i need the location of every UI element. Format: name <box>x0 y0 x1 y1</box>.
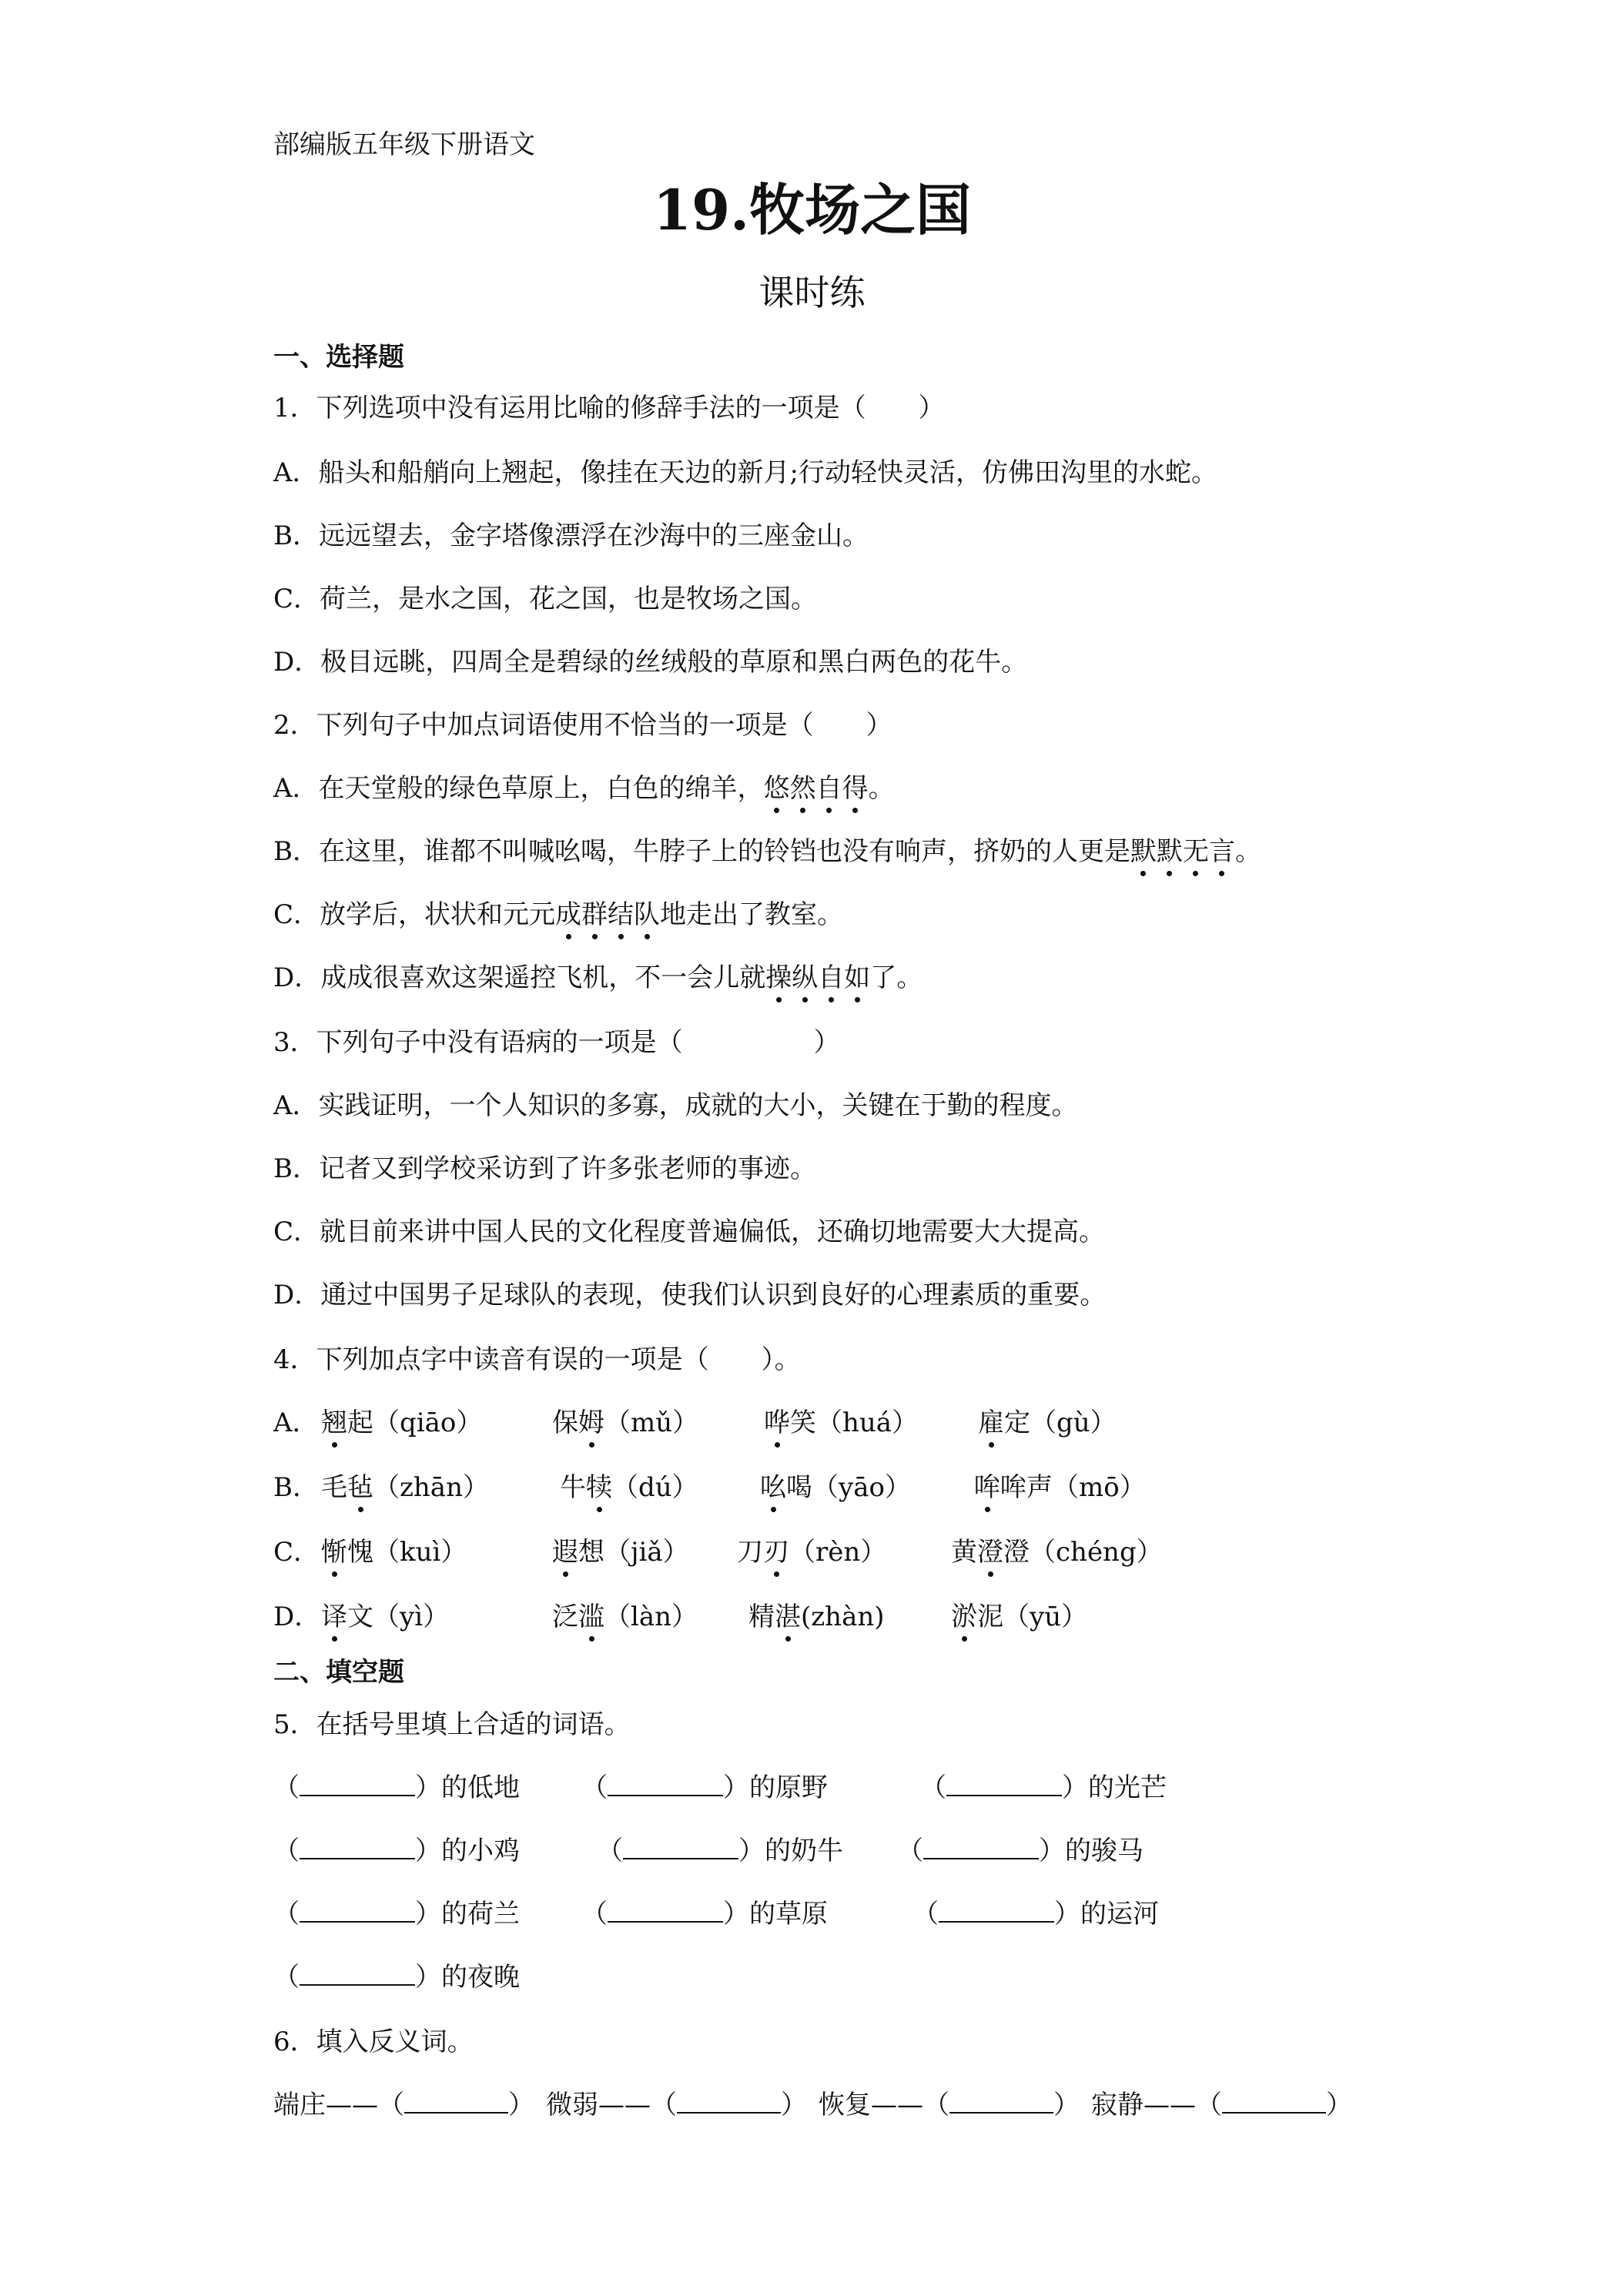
pinyin-item: 毛毡（zhān） <box>321 1469 489 1506</box>
dotted-char: 惭 <box>321 1534 347 1571</box>
answer-blank[interactable] <box>939 1899 1054 1923</box>
pinyin-item: 惭愧（kuì） <box>321 1534 467 1571</box>
question-4-stem: 4．下列加点字中读音有误的一项是（ ）。 <box>273 1344 801 1375</box>
fill-blank-item[interactable]: （ ）的奶牛 <box>597 1836 843 1866</box>
answer-blank[interactable] <box>300 1899 415 1923</box>
answer-blank[interactable] <box>608 1899 723 1923</box>
pinyin-item: 刀刃（rèn） <box>737 1534 886 1571</box>
dotted-char: 队 <box>634 896 660 933</box>
dotted-char: 翘 <box>321 1404 347 1441</box>
answer-blank[interactable] <box>300 1836 415 1859</box>
dotted-char: 自 <box>816 770 842 807</box>
section-heading-fill: 二、填空题 <box>273 1657 404 1688</box>
fill-blank-item[interactable]: （ ）的夜晚 <box>273 1962 520 1993</box>
section-heading-choice: 一、选择题 <box>273 342 404 373</box>
dotted-char: 得 <box>842 770 869 807</box>
answer-blank[interactable] <box>623 1836 738 1859</box>
dotted-char: 群 <box>581 896 608 933</box>
dotted-char: 如 <box>844 959 870 996</box>
question-3-option-d: D．通过中国男子足球队的表现，使我们认识到良好的心理素质的重要。 <box>273 1280 1107 1310</box>
dotted-char: 雇 <box>978 1404 1004 1441</box>
fill-blank-item[interactable]: （ ）的原野 <box>581 1772 828 1803</box>
option-label: C． <box>273 1537 320 1568</box>
dotted-char: 犊 <box>586 1469 612 1506</box>
option-text: 。 <box>868 773 895 804</box>
question-1-option-c: C．荷兰，是水之国，花之国，也是牧场之国。 <box>273 584 818 614</box>
question-1-option-a: A．船头和船艄向上翘起，像挂在天边的新月;行动轻快灵活，仿佛田沟里的水蛇。 <box>273 457 1218 488</box>
dotted-char: 默 <box>1130 833 1157 870</box>
dotted-char: 滥 <box>578 1598 604 1635</box>
answer-blank[interactable] <box>1222 2090 1326 2114</box>
option-text: 。 <box>1234 836 1261 867</box>
question-3-option-c: C．就目前来讲中国人民的文化程度普遍偏低，还确切地需要大大提高。 <box>273 1217 1106 1247</box>
fill-blank-item[interactable]: （ ）的骏马 <box>897 1836 1143 1866</box>
question-3-stem: 3．下列句子中没有语病的一项是（ ） <box>273 1027 840 1058</box>
dotted-char: 澄 <box>977 1534 1003 1571</box>
fill-blank-item[interactable]: （ ）的荷兰 <box>273 1899 520 1930</box>
pinyin-item: 牛犊（dú） <box>560 1469 698 1506</box>
fill-blank-item[interactable]: （ ）的运河 <box>912 1899 1159 1930</box>
fill-blank-item[interactable]: （ ）的小鸡 <box>273 1836 520 1866</box>
question-3-option-a: A．实践证明，一个人知识的多寡，成就的大小，关键在于勤的程度。 <box>273 1090 1078 1121</box>
answer-blank[interactable] <box>404 2090 508 2114</box>
pinyin-item: 译文（yì） <box>321 1598 449 1635</box>
option-text: 地走出了教室。 <box>660 899 844 930</box>
dotted-char: 纵 <box>792 959 818 996</box>
dotted-char: 操 <box>765 959 792 996</box>
option-text: 了。 <box>870 962 923 993</box>
question-6-stem: 6．填入反义词。 <box>273 2027 474 2057</box>
fill-blank-item[interactable]: （ ）的光芒 <box>920 1772 1167 1803</box>
pinyin-item: 淤泥（yū） <box>951 1598 1087 1635</box>
question-1-stem: 1．下列选项中没有运用比喻的修辞手法的一项是（ ） <box>273 393 945 423</box>
question-2-option-d <box>273 959 922 996</box>
question-2-stem: 2．下列句子中加点词语使用不恰当的一项是（ ） <box>273 710 892 741</box>
dotted-char: 然 <box>790 770 816 807</box>
dotted-char: 无 <box>1183 833 1209 870</box>
pinyin-item: 雇定（gù） <box>978 1404 1117 1441</box>
answer-blank[interactable] <box>300 1963 415 1986</box>
dotted-char: 自 <box>818 959 844 996</box>
antonym-item[interactable]: 寂静——（ ） <box>1091 2090 1352 2120</box>
question-2-option-b <box>273 833 1261 870</box>
question-5-stem: 5．在括号里填上合适的词语。 <box>273 1709 631 1740</box>
antonym-item[interactable]: 端庄——（ ） <box>273 2090 534 2120</box>
option-text: A．在天堂般的绿色草原上，白色的绵羊， <box>273 773 764 804</box>
dotted-char: 成 <box>555 896 581 933</box>
dotted-char: 译 <box>321 1598 347 1635</box>
question-1-option-b: B．远远望去，金字塔像漂浮在沙海中的三座金山。 <box>273 520 869 551</box>
dotted-char: 哗 <box>764 1404 790 1441</box>
question-2-option-c <box>273 896 843 933</box>
dotted-char: 悠 <box>764 770 790 807</box>
page-subtitle: 课时练 <box>758 272 866 313</box>
question-1-option-d: D．极目远眺，四周全是碧绿的丝绒般的草原和黑白两色的花牛。 <box>273 647 1028 678</box>
dotted-char: 毡 <box>347 1469 373 1506</box>
dotted-char: 刃 <box>763 1534 789 1571</box>
grade-label: 部编版五年级下册语文 <box>273 129 535 160</box>
dotted-char: 姆 <box>578 1404 604 1441</box>
page-title: 19.牧场之国 <box>652 177 972 243</box>
pinyin-item: 遐想（jiǎ） <box>552 1534 689 1571</box>
option-text: D．成成很喜欢这架遥控飞机，不一会儿就 <box>273 962 766 993</box>
pinyin-item: 翘起（qiāo） <box>321 1404 482 1441</box>
answer-blank[interactable] <box>949 2090 1053 2114</box>
dotted-char: 淤 <box>951 1598 977 1635</box>
fill-blank-item[interactable]: （ ）的低地 <box>273 1772 520 1803</box>
pinyin-item: 哗笑（huá） <box>764 1404 918 1441</box>
fill-blank-item[interactable]: （ ）的草原 <box>581 1899 828 1930</box>
dotted-char: 结 <box>608 896 634 933</box>
answer-blank[interactable] <box>608 1773 723 1796</box>
antonym-item[interactable]: 微弱——（ ） <box>546 2090 807 2120</box>
option-label: B． <box>273 1472 319 1503</box>
dotted-char: 遐 <box>552 1534 578 1571</box>
dotted-char: 吆 <box>760 1469 786 1506</box>
answer-blank[interactable] <box>677 2090 781 2114</box>
answer-blank[interactable] <box>946 1773 1062 1796</box>
pinyin-item: 吆喝（yāo） <box>760 1469 911 1506</box>
pinyin-item: 哞哞声（mō） <box>974 1469 1146 1506</box>
option-label: A． <box>273 1407 319 1438</box>
dotted-char: 哞 <box>974 1469 1000 1506</box>
dotted-char: 湛 <box>775 1598 801 1635</box>
pinyin-item: 精湛(zhàn) <box>748 1598 885 1635</box>
option-text: B．在这里，谁都不叫喊吆喝，牛脖子上的铃铛也没有响声，挤奶的人更是 <box>273 836 1130 867</box>
pinyin-item: 保姆（mǔ） <box>552 1404 698 1441</box>
answer-blank[interactable] <box>300 1773 415 1796</box>
antonym-item[interactable]: 恢复——（ ） <box>819 2090 1080 2120</box>
question-3-option-b: B．记者又到学校采访到了许多张老师的事迹。 <box>273 1153 816 1184</box>
dotted-char: 默 <box>1157 833 1183 870</box>
option-text: C．放学后，状状和元元 <box>273 899 556 930</box>
option-label: D． <box>273 1602 321 1632</box>
answer-blank[interactable] <box>923 1836 1039 1859</box>
question-2-option-a <box>273 770 895 807</box>
pinyin-item: 黄澄澄（chéng） <box>951 1534 1163 1571</box>
pinyin-item: 泛滥（làn） <box>552 1598 698 1635</box>
dotted-char: 言 <box>1209 833 1235 870</box>
